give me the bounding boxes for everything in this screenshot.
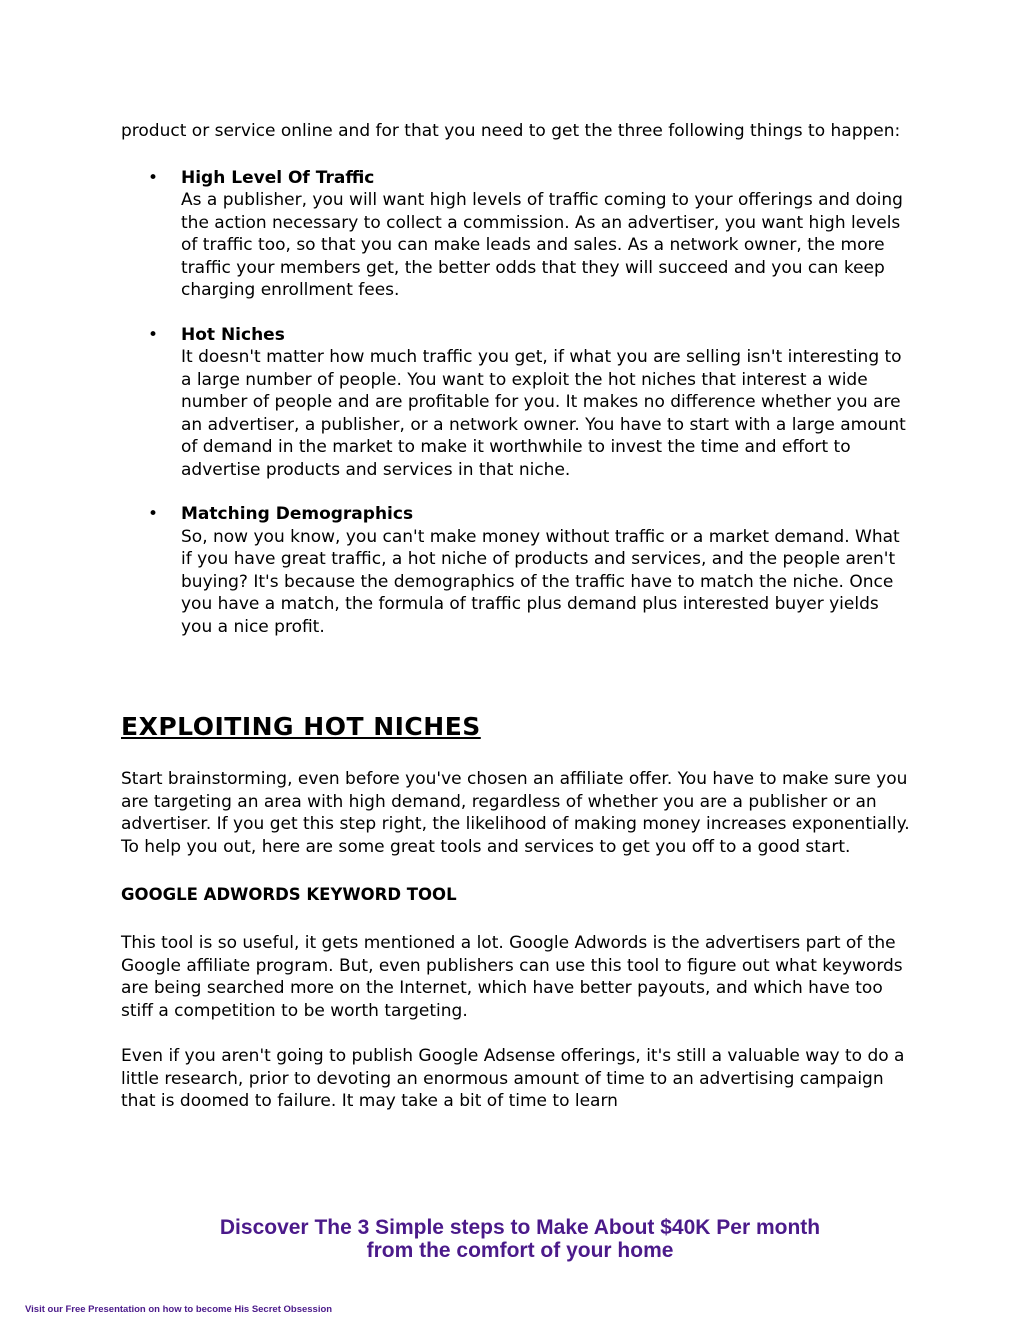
- list-item: [121, 324, 911, 482]
- subheading: GOOGLE ADWORDS KEYWORD TOOL: [121, 885, 457, 904]
- bullet-icon: •: [148, 167, 159, 188]
- document-body: [121, 120, 911, 1113]
- footer-link[interactable]: Visit our Free Presentation on how to become His Secret Obsession: [25, 1304, 333, 1315]
- list-item-title: Matching Demographics: [181, 504, 414, 524]
- bullet-icon: •: [148, 504, 159, 524]
- promo-line-2: from the comfort of your home: [366, 1239, 674, 1262]
- requirements-list: [121, 167, 911, 639]
- list-item-title: High Level Of Traffic: [181, 167, 375, 188]
- list-item: [121, 167, 911, 302]
- list-item: [121, 503, 911, 638]
- section-heading: EXPLOITING HOT NICHES: [121, 712, 481, 741]
- intro-paragraph: product or service online and for that you need to get the three following things to happen:: [121, 121, 901, 141]
- promo-line-1: Discover The 3 Simple steps to Make About $40K Per month: [219, 1216, 821, 1239]
- section-paragraph: Start brainstorming, even before you've chosen an affiliate offer. You have to make sure you are targeting an area with high demand, regardless of whether you are a publisher or an advertiser. If you get this step right, the likelihood of making money increases exponentially. To help you out, here are some great tools and services to get you off to a good start.: [121, 769, 910, 857]
- body-paragraph: Even if you aren't going to publish Google Adsense offerings, it's still a valuable way to do a little research, prior to devoting an enormous amount of time to an advertising campaign that is doomed to failure. It may take a bit of time to learn: [121, 1046, 905, 1111]
- list-item-body: It doesn't matter how much traffic you get, if what you are selling isn't interesting to a large number of people. You want to exploit the hot niches that interest a wide number of people and are profitable for you. It makes no difference whether you are an advertiser, a publisher, or a network owner. You have to start with a large amount of demand in the market to make it worthwhile to invest the time and effort to advertise products and services in that niche.: [181, 347, 906, 480]
- list-item-body: As a publisher, you will want high levels of traffic coming to your offerings and doing the action necessary to collect a commission. As an advertiser, you want high levels of traffic too, so that you can make leads and sales. As a network owner, the more traffic your members get, the better odds that they will succeed and you can keep charging enrollment fees.: [181, 190, 903, 300]
- list-item-title: Hot Niches: [181, 324, 285, 345]
- promo-banner-link[interactable]: [0, 1216, 1024, 1262]
- bullet-icon: •: [148, 324, 159, 345]
- list-item-body: So, now you know, you can't make money without traffic or a market demand. What if you have great traffic, a hot niche of products and services, and the people aren't buying? It's because the demographics of the traffic have to match the niche. Once you have a match, the formula of traffic plus demand plus interested buyer yields you a nice profit.: [181, 526, 900, 637]
- body-paragraph: This tool is so useful, it gets mentioned a lot. Google Adwords is the advertisers part of the Google affiliate program. But, even publishers can use this tool to figure out what keywords are being searched more on the Internet, which have better payouts, and which have too stiff a competition to be worth targeting.: [121, 933, 903, 1021]
